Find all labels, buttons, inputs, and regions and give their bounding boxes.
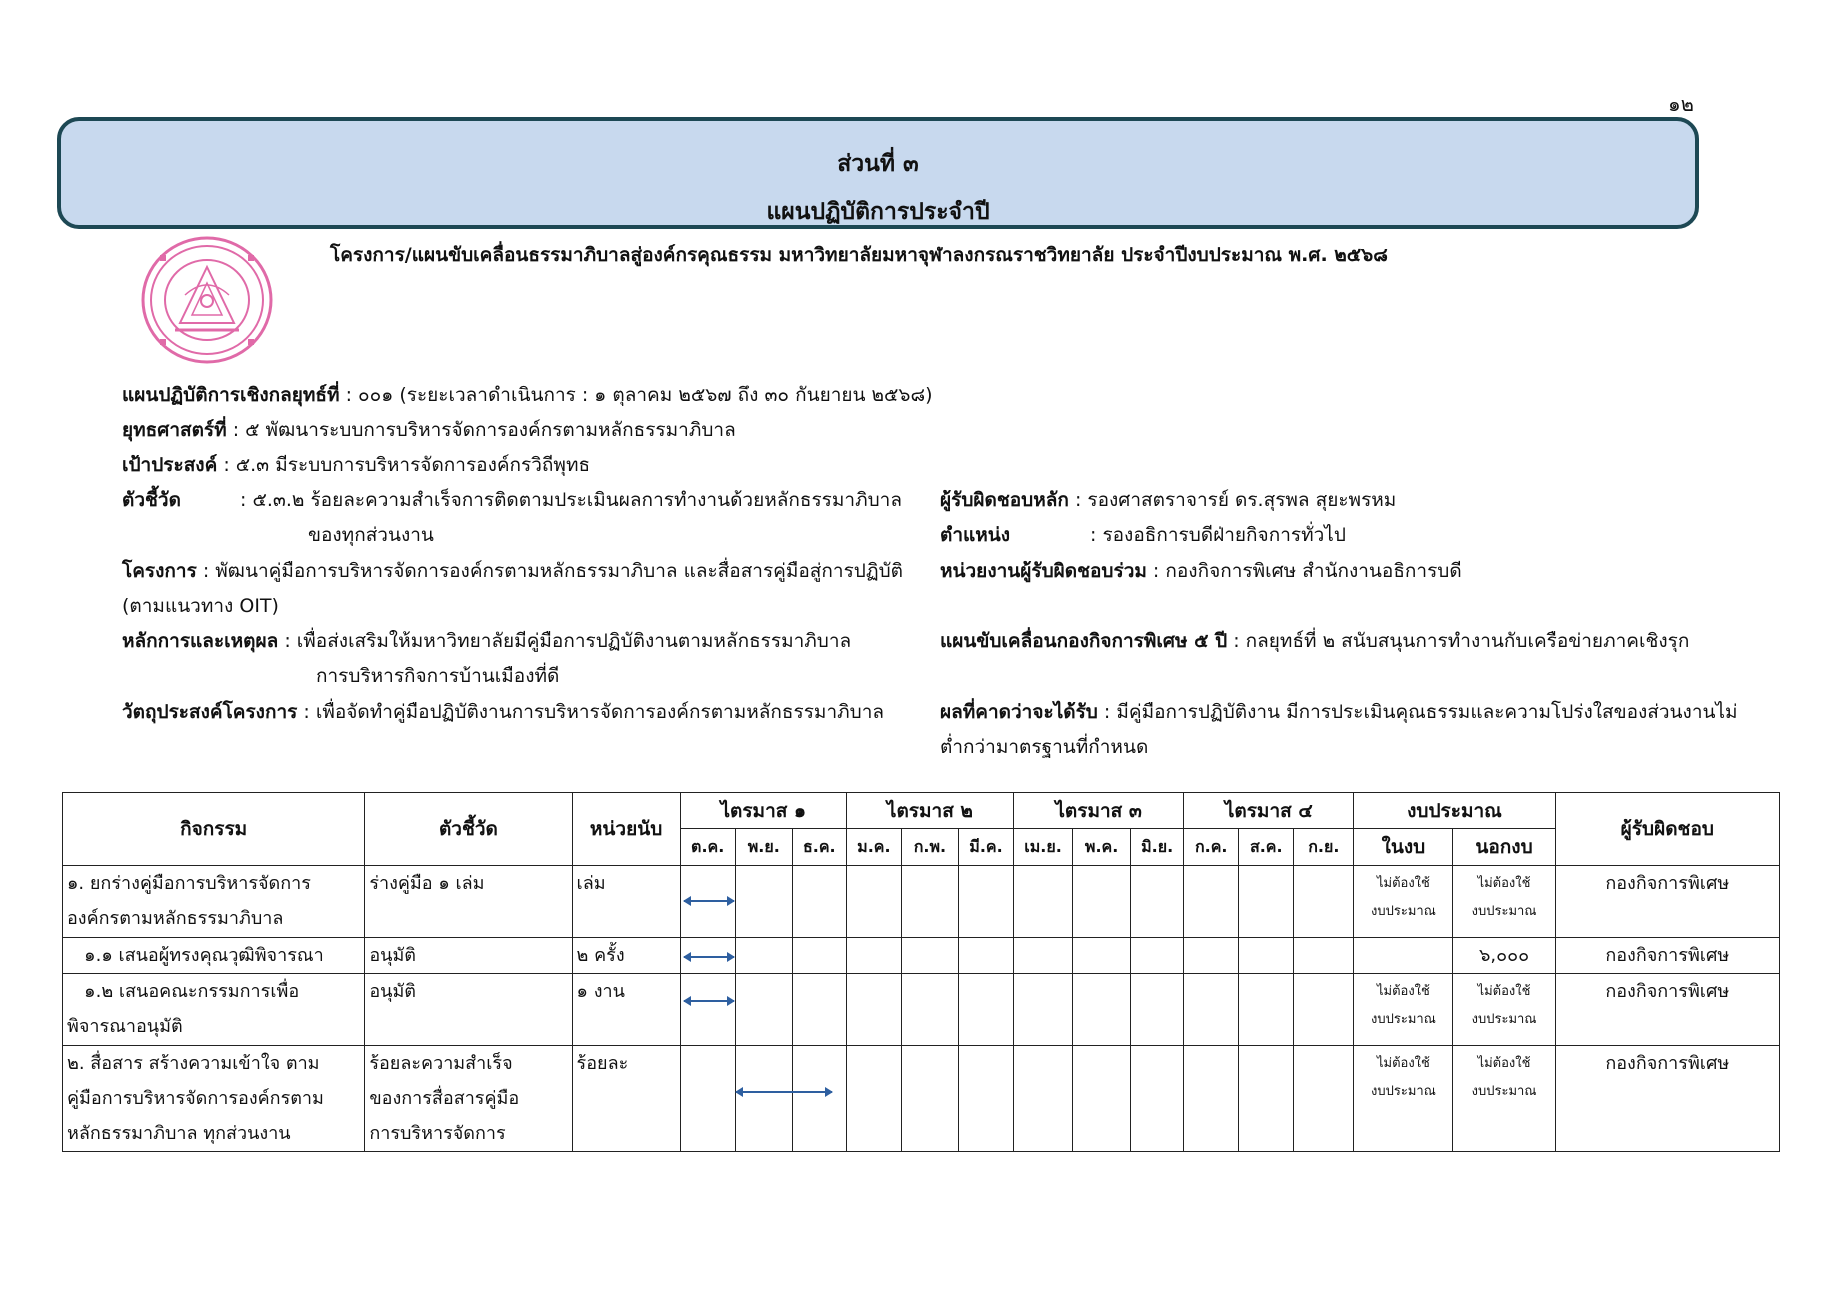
co-unit-label: หน่วยงานผู้รับผิดชอบร่วม	[940, 560, 1147, 582]
indicator-cell: ร้อยละความสำเร็จ ของการสื่อสารคู่มือ การบริหารจัดการ	[365, 1046, 572, 1152]
objective-label: วัตถุประสงค์โครงการ	[122, 701, 298, 723]
page-number: ๑๒	[1668, 92, 1694, 116]
table-row	[63, 1046, 1780, 1152]
header-out-budget: นอกงบ	[1453, 829, 1555, 866]
strategic-plan-value: : ๐๐๑ (ระยะเวลาดำเนินการ : ๑ ตุลาคม ๒๕๖๗ ถึง ๓๐ กันยายน ๒๕๖๘)	[339, 384, 933, 406]
strategic-plan-label: แผนปฏิบัติการเชิงกลยุทธ์ที่	[122, 384, 340, 406]
goal-label: เป้าประสงค์	[122, 454, 218, 476]
in-budget-cell	[1354, 938, 1453, 974]
month-header: ส.ค.	[1239, 829, 1294, 866]
header-quarter-1: ไตรมาส ๑	[680, 793, 846, 829]
month-header: ก.พ.	[901, 829, 958, 866]
header-owner: ผู้รับผิดชอบ	[1555, 793, 1779, 866]
owner-cell: กองกิจการพิเศษ	[1555, 866, 1779, 938]
position-value: : รองอธิการบดีฝ่ายกิจการทั่วไป	[1090, 524, 1346, 546]
section-banner	[57, 117, 1699, 229]
five-year-value: : กลยุทธ์ที่ ๒ สนับสนุนการทำงานกับเครือข่ายภาคเชิงรุก	[1227, 630, 1690, 652]
five-year-line	[940, 629, 1689, 653]
expected-label: ผลที่คาดว่าจะได้รับ	[940, 701, 1098, 723]
activity-cell: ๑.๑ เสนอผู้ทรงคุณวุฒิพิจารณา	[63, 938, 365, 974]
month-header: ธ.ค.	[792, 829, 846, 866]
strategy-value: : ๕ พัฒนาระบบการบริหารจัดการองค์กรตามหลักธรรมาภิบาล	[226, 419, 736, 441]
timeline-cell	[680, 938, 735, 974]
header-unit: หน่วยนับ	[572, 793, 680, 866]
timeline-cell	[680, 866, 735, 938]
owner-cell: กองกิจการพิเศษ	[1555, 974, 1779, 1046]
unit-cell: ๑ งาน	[572, 974, 680, 1046]
in-budget-cell: ไม่ต้องใช้ งบประมาณ	[1354, 974, 1453, 1046]
timeline-cell	[680, 974, 735, 1046]
header-activity: กิจกรรม	[63, 793, 365, 866]
timeline-arrow-icon	[684, 1000, 734, 1002]
objective-value: : เพื่อจัดทำคู่มือปฏิบัติงานการบริหารจัดการองค์กรตามหลักธรรมาภิบาล	[297, 701, 885, 723]
month-header: พ.ค.	[1073, 829, 1131, 866]
banner-part: ส่วนที่ ๓	[837, 151, 919, 177]
indicator-label: ตัวชี้วัด	[122, 489, 181, 511]
goal-value: : ๕.๓ มีระบบการบริหารจัดการองค์กรวิถีพุทธ	[217, 454, 591, 476]
unit-cell: ร้อยละ	[572, 1046, 680, 1152]
strategic-plan-line	[122, 383, 933, 407]
header-quarter-2: ไตรมาส ๒	[846, 793, 1013, 829]
project-title: โครงการ/แผนขับเคลื่อนธรรมาภิบาลสู่องค์กรคุณธรรม มหาวิทยาลัยมหาจุฬาลงกรณราชวิทยาลัย ประจำปีงบประมาณ พ.ศ. ๒๕๖๘	[330, 244, 1388, 266]
co-unit-line	[940, 559, 1462, 583]
month-header: ก.ย.	[1294, 829, 1354, 866]
header-in-budget: ในงบ	[1354, 829, 1453, 866]
rationale-label: หลักการและเหตุผล	[122, 630, 279, 652]
project-line	[122, 559, 903, 583]
out-budget-cell: ๖,๐๐๐	[1453, 938, 1555, 974]
unit-cell: เล่ม	[572, 866, 680, 938]
indicator-value-2: ของทุกส่วนงาน	[308, 524, 434, 546]
table-row	[63, 974, 1780, 1046]
rationale-line	[122, 629, 851, 653]
activity-cell: ๑. ยกร่างคู่มือการบริหารจัดการ องค์กรตามหลักธรรมาภิบาล	[63, 866, 365, 938]
owner-cell: กองกิจการพิเศษ	[1555, 1046, 1779, 1152]
project-label: โครงการ	[122, 560, 197, 582]
goal-line	[122, 453, 590, 477]
indicator-cell: อนุมัติ	[365, 938, 572, 974]
out-budget-cell: ไม่ต้องใช้ งบประมาณ	[1453, 974, 1555, 1046]
responsible-value: : รองศาสตราจารย์ ดร.สุรพล สุยะพรหม	[1068, 489, 1397, 511]
objective-line	[122, 700, 884, 724]
out-budget-cell: ไม่ต้องใช้ งบประมาณ	[1453, 1046, 1555, 1152]
co-unit-value: : กองกิจการพิเศษ สำนักงานอธิการบดี	[1146, 560, 1462, 582]
banner-title: แผนปฏิบัติการประจำปี	[766, 199, 990, 225]
in-budget-cell: ไม่ต้องใช้ งบประมาณ	[1354, 1046, 1453, 1152]
five-year-label: แผนขับเคลื่อนกองกิจการพิเศษ ๕ ปี	[940, 630, 1228, 652]
activity-cell: ๑.๒ เสนอคณะกรรมการเพื่อ พิจารณาอนุมัติ	[63, 974, 365, 1046]
month-header: ต.ค.	[680, 829, 735, 866]
expected-value-2: ต่ำกว่ามาตรฐานที่กำหนด	[940, 736, 1149, 758]
in-budget-cell: ไม่ต้องใช้ งบประมาณ	[1354, 866, 1453, 938]
strategy-line	[122, 418, 736, 442]
strategy-label: ยุทธศาสตร์ที่	[122, 419, 227, 441]
table-row	[63, 866, 1780, 938]
indicator-cell: อนุมัติ	[365, 974, 572, 1046]
expected-value-1: : มีคู่มือการปฏิบัติงาน มีการประเมินคุณธรรมและความโปร่งใสของส่วนงานไม่	[1097, 701, 1738, 723]
month-header: ก.ค.	[1184, 829, 1239, 866]
responsible-label: ผู้รับผิดชอบหลัก	[940, 489, 1069, 511]
activity-cell: ๒. สื่อสาร สร้างความเข้าใจ ตาม คู่มือการบริหารจัดการองค์กรตาม หลักธรรมาภิบาล ทุกส่วนงาน	[63, 1046, 365, 1152]
timeline-arrow-icon	[684, 956, 734, 958]
header-budget: งบประมาณ	[1354, 793, 1555, 829]
timeline-arrow-icon	[736, 1091, 832, 1093]
unit-cell: ๒ ครั้ง	[572, 938, 680, 974]
table-row	[63, 938, 1780, 974]
indicator-cell: ร่างคู่มือ ๑ เล่ม	[365, 866, 572, 938]
out-budget-cell: ไม่ต้องใช้ งบประมาณ	[1453, 866, 1555, 938]
month-header: มี.ค.	[958, 829, 1013, 866]
owner-cell: กองกิจการพิเศษ	[1555, 938, 1779, 974]
position-label: ตำแหน่ง	[940, 524, 1011, 546]
responsible-line	[940, 488, 1396, 512]
project-value-2: (ตามแนวทาง OIT)	[122, 595, 279, 617]
indicator-value-1: : ๕.๓.๒ ร้อยละความสำเร็จการติดตามประเมินผลการทำงานด้วยหลักธรรมาภิบาล	[240, 489, 902, 511]
university-seal-icon	[140, 235, 275, 365]
month-header: พ.ย.	[735, 829, 792, 866]
project-value-1: : พัฒนาคู่มือการบริหารจัดการองค์กรตามหลักธรรมาภิบาล และสื่อสารคู่มือสู่การปฏิบัติ	[196, 560, 904, 582]
rationale-value-2: การบริหารกิจการบ้านเมืองที่ดี	[316, 665, 560, 687]
action-plan-table	[62, 792, 1780, 1152]
month-header: มิ.ย.	[1131, 829, 1184, 866]
header-quarter-4: ไตรมาส ๔	[1184, 793, 1354, 829]
header-indicator: ตัวชี้วัด	[365, 793, 572, 866]
expected-line	[940, 700, 1738, 724]
timeline-arrow-icon	[684, 900, 734, 902]
header-quarter-3: ไตรมาส ๓	[1014, 793, 1184, 829]
rationale-value-1: : เพื่อส่งเสริมให้มหาวิทยาลัยมีคู่มือการปฏิบัติงานตามหลักธรรมาภิบาล	[278, 630, 852, 652]
timeline-cell	[735, 1046, 792, 1152]
month-header: เม.ย.	[1014, 829, 1073, 866]
month-header: ม.ค.	[846, 829, 901, 866]
